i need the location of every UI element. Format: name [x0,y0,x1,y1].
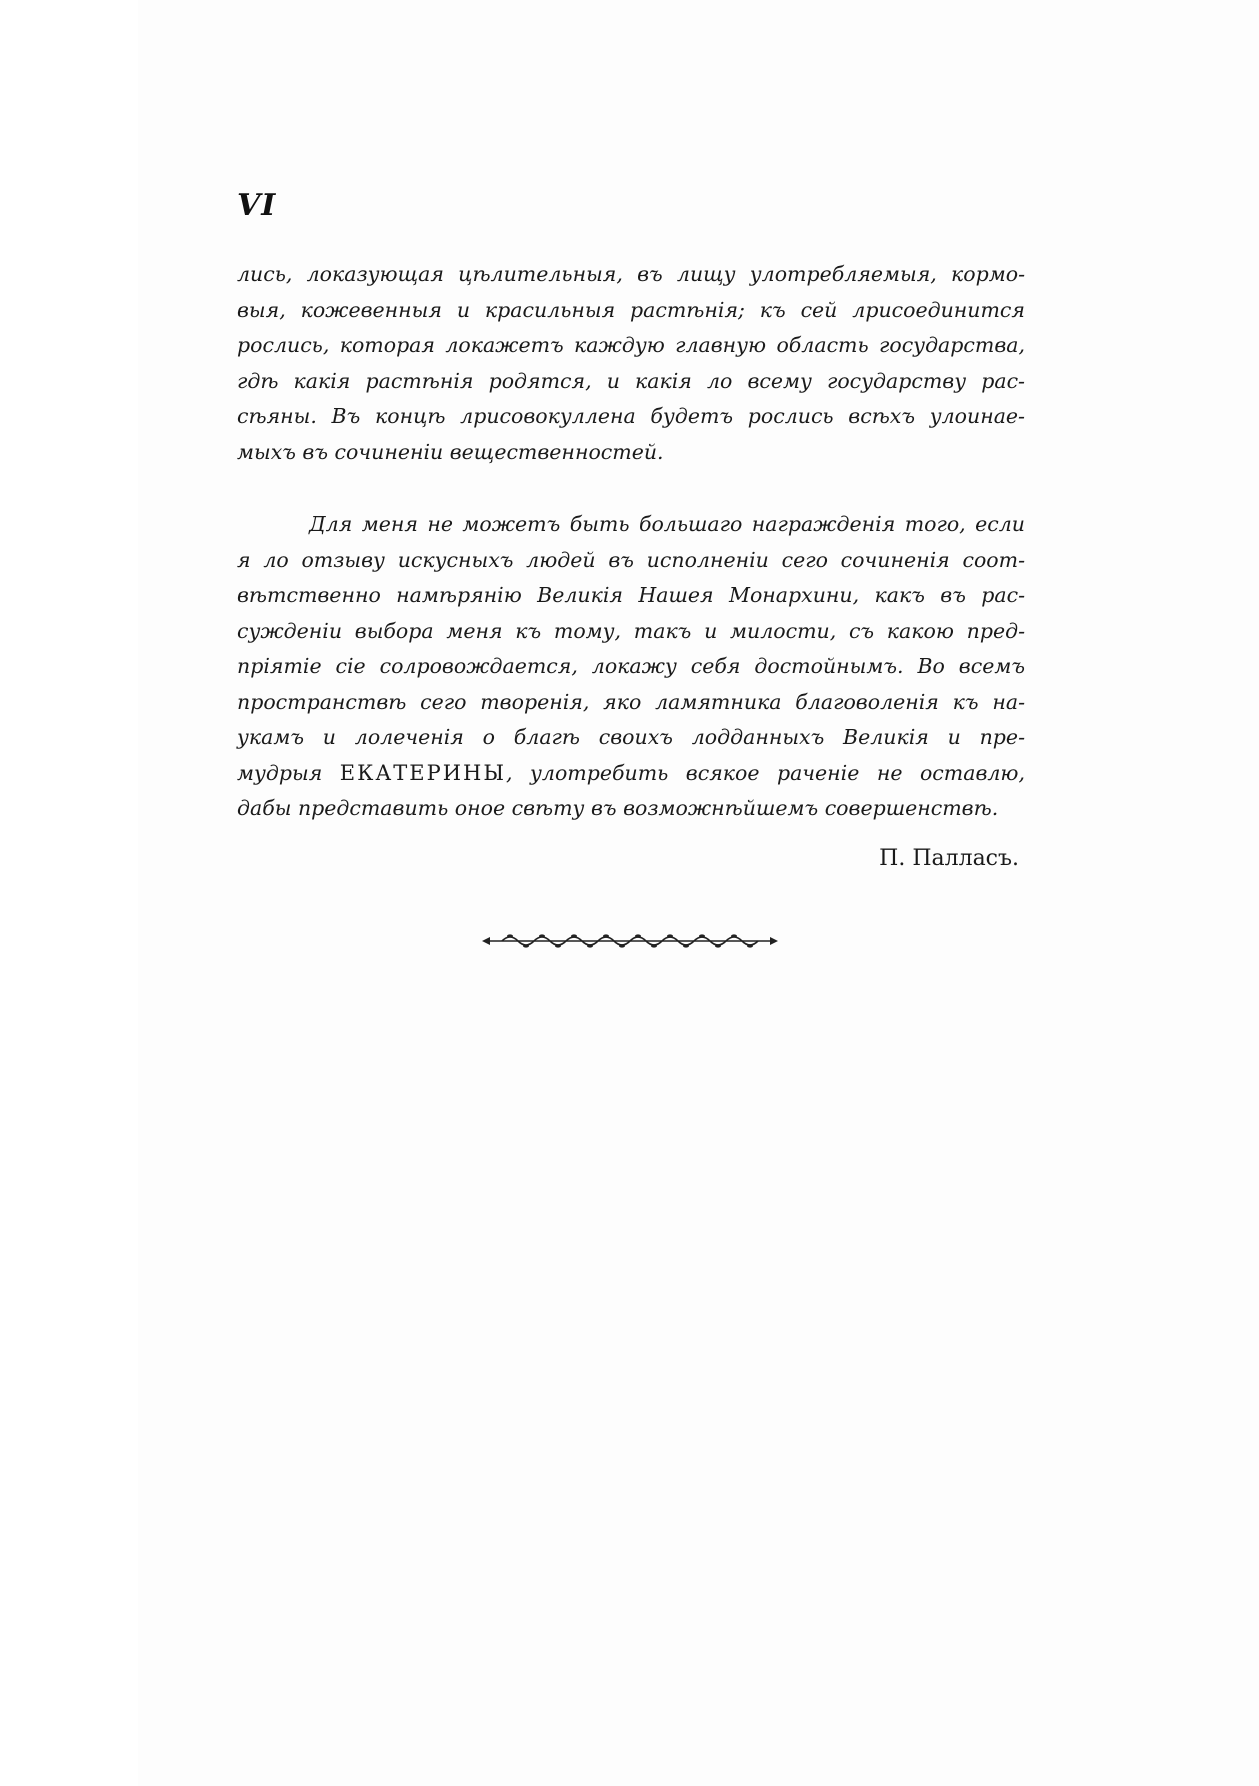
paragraph-2-line: сужденіи выбора меня къ тому, такъ и милости, съ какою пред- [237,618,1025,643]
line-prefix: мудрыя [237,760,323,785]
paragraph-1-line: выя, кожевенныя и красильныя растѣнія; къ сей лрисоединится [237,297,1025,322]
vine-ornament-icon [480,932,780,950]
paragraph-2-line: дабы представить оное свѣту въ возможнѣйшемъ совершенствѣ. [237,796,999,820]
paragraph-2-line-with-name [237,756,1025,792]
paragraph-1-line: гдѣ какія растѣнія родятся, и какія ло всему государству рас- [237,368,1025,393]
paragraph-2-line: вѣтственно намѣрянію Великія Нашея Монархини, какъ въ рас- [237,583,1025,607]
line-suffix: , улотребить всякое раченіе не оставлю, [506,760,1025,785]
paragraph-1-line: сѣяны. Въ концѣ лрисовокуллена будетъ рослись всѣхъ улоинае- [237,404,1025,428]
author-signature: П. Палласъ. [879,846,1019,871]
paragraph-2-line: пространствѣ сего творенія, яко ламятника благоволенія къ на- [237,689,1025,714]
page-number: VI [237,188,277,223]
paragraph-2 [237,507,1025,827]
empress-name: ЕКАТЕРИНЫ [339,760,507,785]
paragraph-2-line: Для меня не можетъ быть большаго награжденія того, если [309,512,1025,536]
paragraph-1-line: рослись, которая локажетъ каждую главную область государства, [237,333,1025,357]
paragraph-1 [237,257,1025,470]
paragraph-2-line: я ло отзыву искусныхъ людей въ исполненіи сего сочиненія соот- [237,547,1025,572]
paragraph-1-line: лись, локазующая цѣлительныя, въ лищу улотребляемыя, кормо- [237,262,1025,286]
paragraph-2-line: укамъ и лолеченія о благѣ своихъ лодданныхъ Великія и пре- [237,725,1025,749]
paragraph-1-line: мыхъ въ сочиненіи вещественностей. [237,439,664,464]
paragraph-2-line: пріятіе сіе солровождается, локажу себя достойнымъ. Во всемъ [237,654,1025,678]
